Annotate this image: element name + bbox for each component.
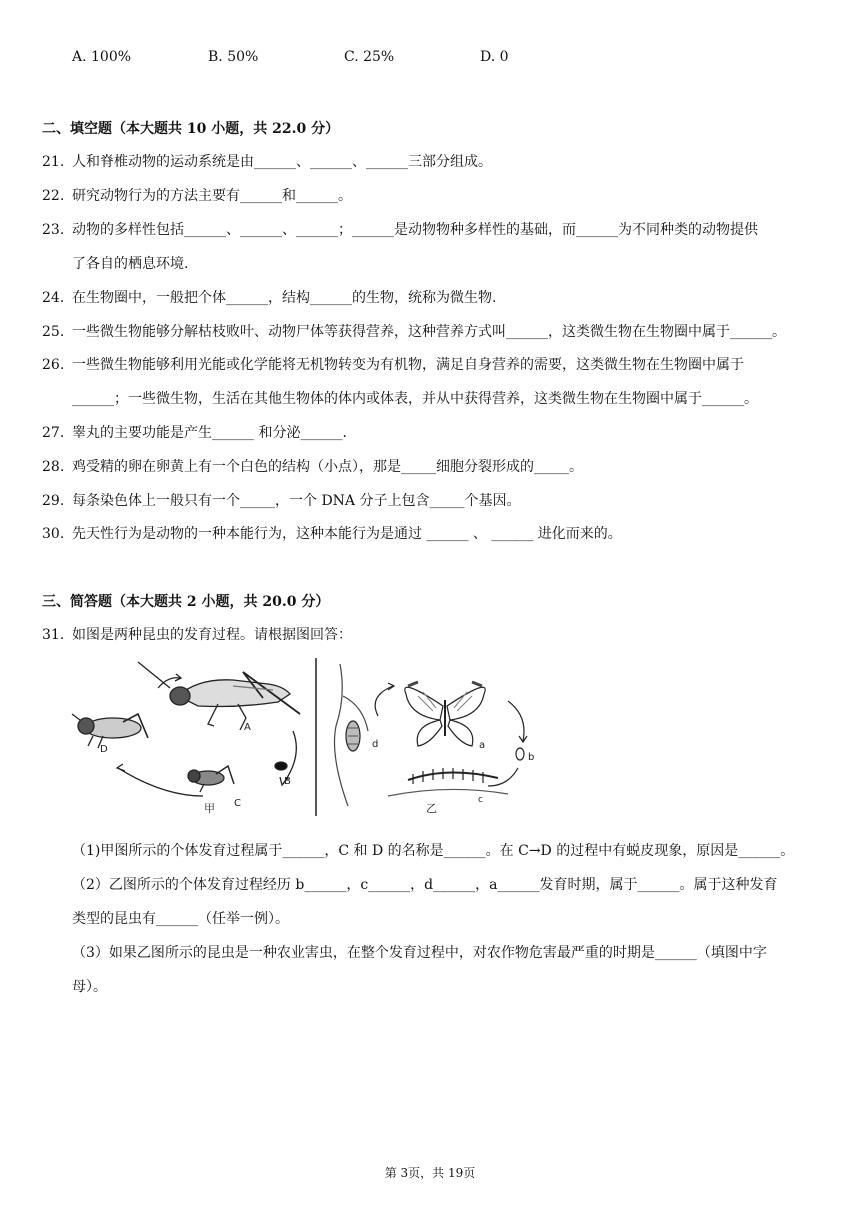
question-number: 28. bbox=[42, 459, 65, 475]
question-number: 27. bbox=[42, 425, 65, 441]
question-number: 21. bbox=[42, 154, 65, 170]
question-24 bbox=[42, 287, 822, 307]
label-d-right: d bbox=[372, 739, 379, 750]
section-title-fill-in: 二、填空题（本大题共 10 小题，共 22.0 分） bbox=[42, 121, 340, 137]
pupa-icon bbox=[335, 664, 369, 806]
question-number: 23. bbox=[42, 222, 65, 238]
egg-icon bbox=[275, 762, 287, 770]
question-number: 31. bbox=[42, 627, 65, 643]
nymph-grasshopper-large-icon bbox=[72, 714, 148, 748]
label-b-right: b bbox=[528, 752, 535, 763]
question-number: 22. bbox=[42, 188, 65, 204]
label-c-right: c bbox=[478, 795, 483, 805]
question-29 bbox=[42, 490, 822, 510]
label-b: B bbox=[284, 776, 291, 787]
label-a: A bbox=[244, 722, 251, 733]
option-a: A. 100% bbox=[72, 49, 132, 65]
question-text: 鸡受精的卵在卵黄上有一个白色的结构（小点），那是_____细胞分裂形成的_____。 bbox=[72, 459, 583, 475]
grasshopper-cycle-diagram bbox=[72, 662, 300, 796]
question-number: 24. bbox=[42, 290, 65, 306]
question-number: 26. bbox=[42, 357, 65, 373]
question-number: 25. bbox=[42, 324, 65, 340]
question-30 bbox=[42, 523, 822, 543]
caption-yi: 乙 bbox=[426, 802, 437, 815]
option-b: B. 50% bbox=[208, 49, 259, 65]
question-text: 睾丸的主要功能是产生______ 和分泌______. bbox=[72, 425, 347, 441]
question-27 bbox=[42, 422, 822, 442]
question-22 bbox=[42, 185, 822, 205]
question-text: 动物的多样性包括______、______、______；______是动物物种多样性的基础，而______为不同种类的动物提供 bbox=[72, 222, 758, 238]
question-23 bbox=[42, 219, 822, 239]
question-25 bbox=[42, 321, 822, 341]
q31-sub3-line2: 母）。 bbox=[72, 979, 107, 995]
q31-sub3-line1: （3）如果乙图所示的昆虫是一种农业害虫，在整个发育过程中，对农作物危害最严重的时期是______（填图中字 bbox=[72, 945, 767, 961]
q31-sub2-line2: 类型的昆虫有______（任举一例）。 bbox=[72, 911, 289, 927]
label-d: D bbox=[100, 744, 108, 755]
question-text: 每条染色体上一般只有一个_____，一个 DNA 分子上包含_____个基因。 bbox=[72, 493, 521, 509]
question-number: 29. bbox=[42, 493, 65, 509]
question-number: 30. bbox=[42, 526, 65, 542]
label-c: C bbox=[234, 798, 241, 809]
question-text: 一些微生物能够分解枯枝败叶、动物尸体等获得营养，这种营养方式叫______，这类微生物在生物圈中属于______。 bbox=[72, 324, 786, 340]
question-21 bbox=[42, 151, 822, 171]
question-text: 在生物圈中，一般把个体______，结构______的生物，统称为微生物. bbox=[72, 290, 497, 306]
question-text: 人和脊椎动物的运动系统是由______、______、______三部分组成。 bbox=[72, 154, 492, 170]
butterfly-egg-icon bbox=[516, 748, 524, 760]
question-28 bbox=[42, 456, 822, 476]
page-footer: 第 3页，共 19页 bbox=[384, 1166, 476, 1180]
insect-development-figure bbox=[68, 656, 538, 820]
question-text: 一些微生物能够利用光能或化学能将无机物转变为有机物，满足自身营养的需要，这类微生物在生物圈中属于 bbox=[72, 357, 744, 373]
caption-jia: 甲 bbox=[204, 802, 215, 815]
q31-sub1: （1)甲图所示的个体发育过程属于______，C 和 D 的名称是______。在 C→D 的过程中有蜕皮现象，原因是______。 bbox=[72, 843, 795, 859]
butterfly-icon bbox=[405, 682, 485, 746]
question-text: 研究动物行为的方法主要有______和______。 bbox=[72, 188, 352, 204]
option-d: D. 0 bbox=[480, 49, 509, 65]
question-31 bbox=[42, 624, 822, 644]
adult-grasshopper-icon bbox=[138, 662, 300, 730]
larva-icon bbox=[388, 768, 508, 796]
question-26 bbox=[42, 354, 822, 374]
option-c: C. 25% bbox=[344, 49, 395, 65]
q31-sub2-line1: （2）乙图所示的个体发育过程经历 b______，c______，d______，a______发育时期，属于______。属于这种发育 bbox=[72, 877, 778, 893]
nymph-grasshopper-small-icon bbox=[188, 766, 234, 792]
question-26-continuation: ______；一些微生物，生活在其他生物体的体内或体表，并从中获得营养，这类微生物在生物圈中属于______。 bbox=[72, 391, 758, 407]
question-text: 先天性行为是动物的一种本能行为，这种本能行为是通过 ______ 、 ______ 进化而来的。 bbox=[72, 526, 622, 542]
section-title-short-answer: 三、简答题（本大题共 2 小题，共 20.0 分） bbox=[42, 594, 330, 610]
question-23-continuation: 了各自的栖息环境. bbox=[72, 256, 189, 272]
butterfly-cycle-diagram bbox=[335, 664, 528, 806]
label-a-right: a bbox=[479, 740, 486, 751]
question-text: 如图是两种昆虫的发育过程。请根据图回答： bbox=[72, 627, 352, 643]
